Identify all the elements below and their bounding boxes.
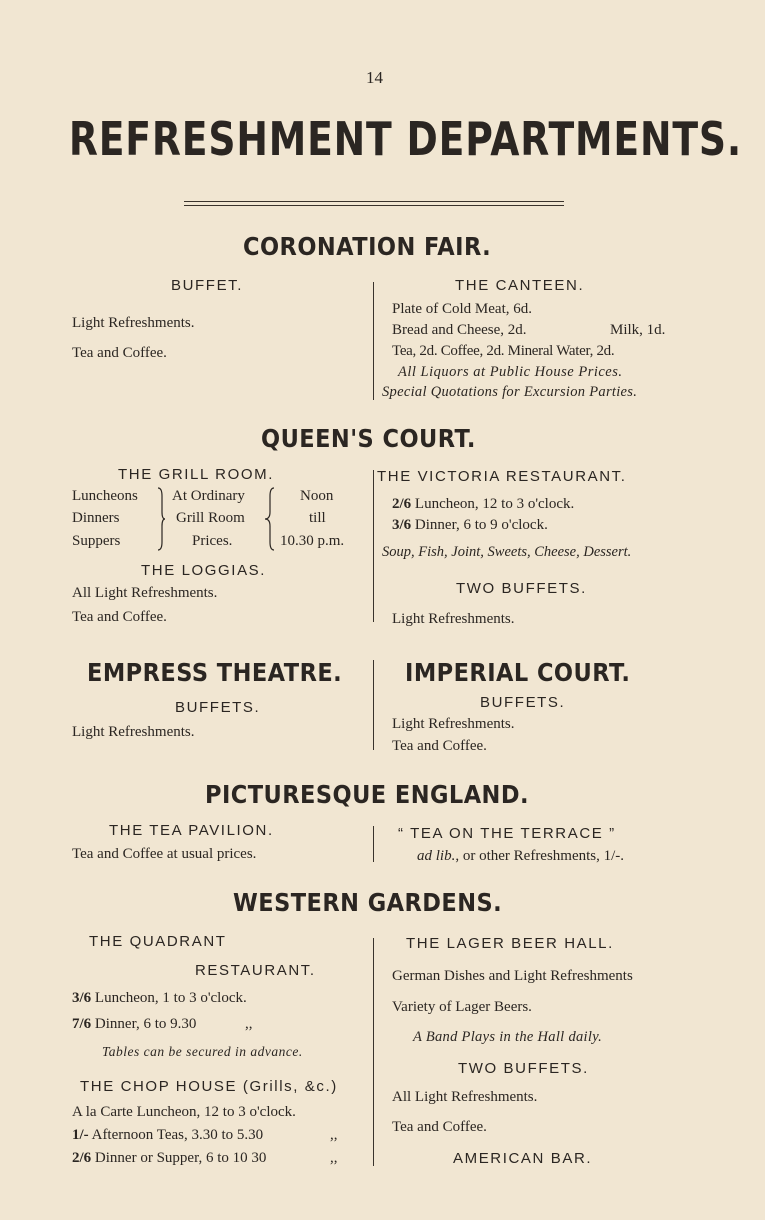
price-label: 2/6 xyxy=(392,496,412,512)
chop-house-line xyxy=(72,1150,266,1167)
grill-meal: Suppers xyxy=(72,533,121,549)
two-buffets-heading: TWO BUFFETS. xyxy=(456,580,587,597)
queens-court-title: QUEEN'S COURT. xyxy=(261,424,476,453)
chop-house-line xyxy=(72,1127,263,1144)
lager-hall-heading: THE LAGER BEER HALL. xyxy=(406,935,614,952)
quadrant-heading: RESTAURANT. xyxy=(195,962,316,979)
quadrant-note: Tables can be secured in advance. xyxy=(102,1044,303,1059)
brace-icon xyxy=(156,486,166,552)
brace-icon xyxy=(262,486,276,552)
ditto-mark: ,, xyxy=(330,1150,338,1166)
terrace-heading: “ TEA ON THE TERRACE ” xyxy=(398,825,616,842)
two-buffets-item: Light Refreshments. xyxy=(392,611,515,627)
western-two-buffets-item: All Light Refreshments. xyxy=(392,1089,538,1105)
ditto-mark: ,, xyxy=(330,1127,338,1143)
victoria-line-text: Dinner, 6 to 9 o'clock. xyxy=(414,517,548,533)
column-divider xyxy=(373,938,374,1166)
imperial-court-title: IMPERIAL COURT. xyxy=(405,658,631,687)
page-title: REFRESHMENT DEPARTMENTS. xyxy=(68,112,743,166)
canteen-note: All Liquors at Public House Prices. xyxy=(398,364,623,380)
canteen-line: Milk, 1d. xyxy=(610,322,666,338)
coronation-fair-title: CORONATION FAIR. xyxy=(243,232,492,261)
grill-hours: till xyxy=(309,510,326,526)
terrace-italic: ad lib. xyxy=(417,848,456,864)
victoria-heading: THE VICTORIA RESTAURANT. xyxy=(377,468,627,485)
quadrant-line-text: Dinner, 6 to 9.30 xyxy=(94,1016,197,1032)
title-rule-top xyxy=(184,201,564,202)
loggias-item: Tea and Coffee. xyxy=(72,609,167,625)
victoria-line xyxy=(392,517,548,534)
imperial-buffets-item: Light Refreshments. xyxy=(392,716,515,732)
canteen-heading: THE CANTEEN. xyxy=(455,277,585,294)
grill-room-heading: THE GRILL ROOM. xyxy=(118,466,274,483)
grill-price: At Ordinary xyxy=(172,488,245,504)
price-label: 1/- xyxy=(72,1127,89,1143)
column-divider xyxy=(373,826,374,862)
buffet-heading: BUFFET. xyxy=(171,277,244,294)
canteen-line: Tea, 2d. Coffee, 2d. Mineral Water, 2d. xyxy=(392,343,615,359)
imperial-buffets-item: Tea and Coffee. xyxy=(392,738,487,754)
chop-house-line: A la Carte Luncheon, 12 to 3 o'clock. xyxy=(72,1104,296,1120)
american-bar: AMERICAN BAR. xyxy=(453,1150,593,1167)
lager-hall-note: A Band Plays in the Hall daily. xyxy=(413,1029,603,1045)
grill-hours: 10.30 p.m. xyxy=(280,533,345,549)
grill-hours: Noon xyxy=(300,488,334,504)
loggias-heading: THE LOGGIAS. xyxy=(141,562,267,579)
western-gardens-title: WESTERN GARDENS. xyxy=(233,888,503,917)
price-label: 2/6 xyxy=(72,1150,92,1166)
loggias-item: All Light Refreshments. xyxy=(72,585,218,601)
canteen-line: Bread and Cheese, 2d. xyxy=(392,322,527,338)
terrace-rest: , or other Refreshments, 1/-. xyxy=(455,848,625,864)
buffet-item: Tea and Coffee. xyxy=(72,345,167,361)
empress-theatre-title: EMPRESS THEATRE. xyxy=(87,658,343,687)
empress-buffets-item: Light Refreshments. xyxy=(72,724,195,740)
grill-price: Prices. xyxy=(192,533,233,549)
title-rule-bottom xyxy=(184,205,564,206)
western-two-buffets-heading: TWO BUFFETS. xyxy=(458,1060,589,1077)
quadrant-line-text: Luncheon, 1 to 3 o'clock. xyxy=(94,990,247,1006)
grill-meal: Luncheons xyxy=(72,488,138,504)
chop-house-line-text: Afternoon Teas, 3.30 to 5.30 xyxy=(91,1127,264,1143)
canteen-note: Special Quotations for Excursion Parties. xyxy=(382,384,638,400)
grill-meal: Dinners xyxy=(72,510,120,526)
imperial-buffets-heading: BUFFETS. xyxy=(480,694,566,711)
lager-hall-line: German Dishes and Light Refreshments xyxy=(392,968,633,984)
quadrant-heading: THE QUADRANT xyxy=(89,933,227,950)
empress-buffets-heading: BUFFETS. xyxy=(175,699,261,716)
western-two-buffets-item: Tea and Coffee. xyxy=(392,1119,487,1135)
page-number: 14 xyxy=(366,68,383,87)
price-label: 3/6 xyxy=(392,517,412,533)
chop-house-heading: THE CHOP HOUSE (Grills, &c.) xyxy=(80,1078,338,1095)
canteen-line: Plate of Cold Meat, 6d. xyxy=(392,301,532,317)
victoria-line xyxy=(392,496,574,513)
buffet-item: Light Refreshments. xyxy=(72,315,195,331)
victoria-menu: Soup, Fish, Joint, Sweets, Cheese, Dessert. xyxy=(382,544,632,560)
lager-hall-line: Variety of Lager Beers. xyxy=(392,999,532,1015)
tea-pavilion-item: Tea and Coffee at usual prices. xyxy=(72,846,257,862)
column-divider xyxy=(373,282,374,400)
column-divider xyxy=(373,660,374,750)
price-label: 3/6 xyxy=(72,990,92,1006)
chop-house-line-text: Dinner or Supper, 6 to 10 30 xyxy=(94,1150,267,1166)
quadrant-line xyxy=(72,1016,196,1033)
tea-pavilion-heading: THE TEA PAVILION. xyxy=(109,822,274,839)
quadrant-line xyxy=(72,990,247,1007)
grill-price: Grill Room xyxy=(176,510,245,526)
victoria-line-text: Luncheon, 12 to 3 o'clock. xyxy=(414,496,575,512)
price-label: 7/6 xyxy=(72,1016,92,1032)
column-divider xyxy=(373,470,374,622)
ditto-mark: ,, xyxy=(245,1016,253,1032)
terrace-item xyxy=(417,848,624,865)
picturesque-england-title: PICTURESQUE ENGLAND. xyxy=(205,780,529,809)
